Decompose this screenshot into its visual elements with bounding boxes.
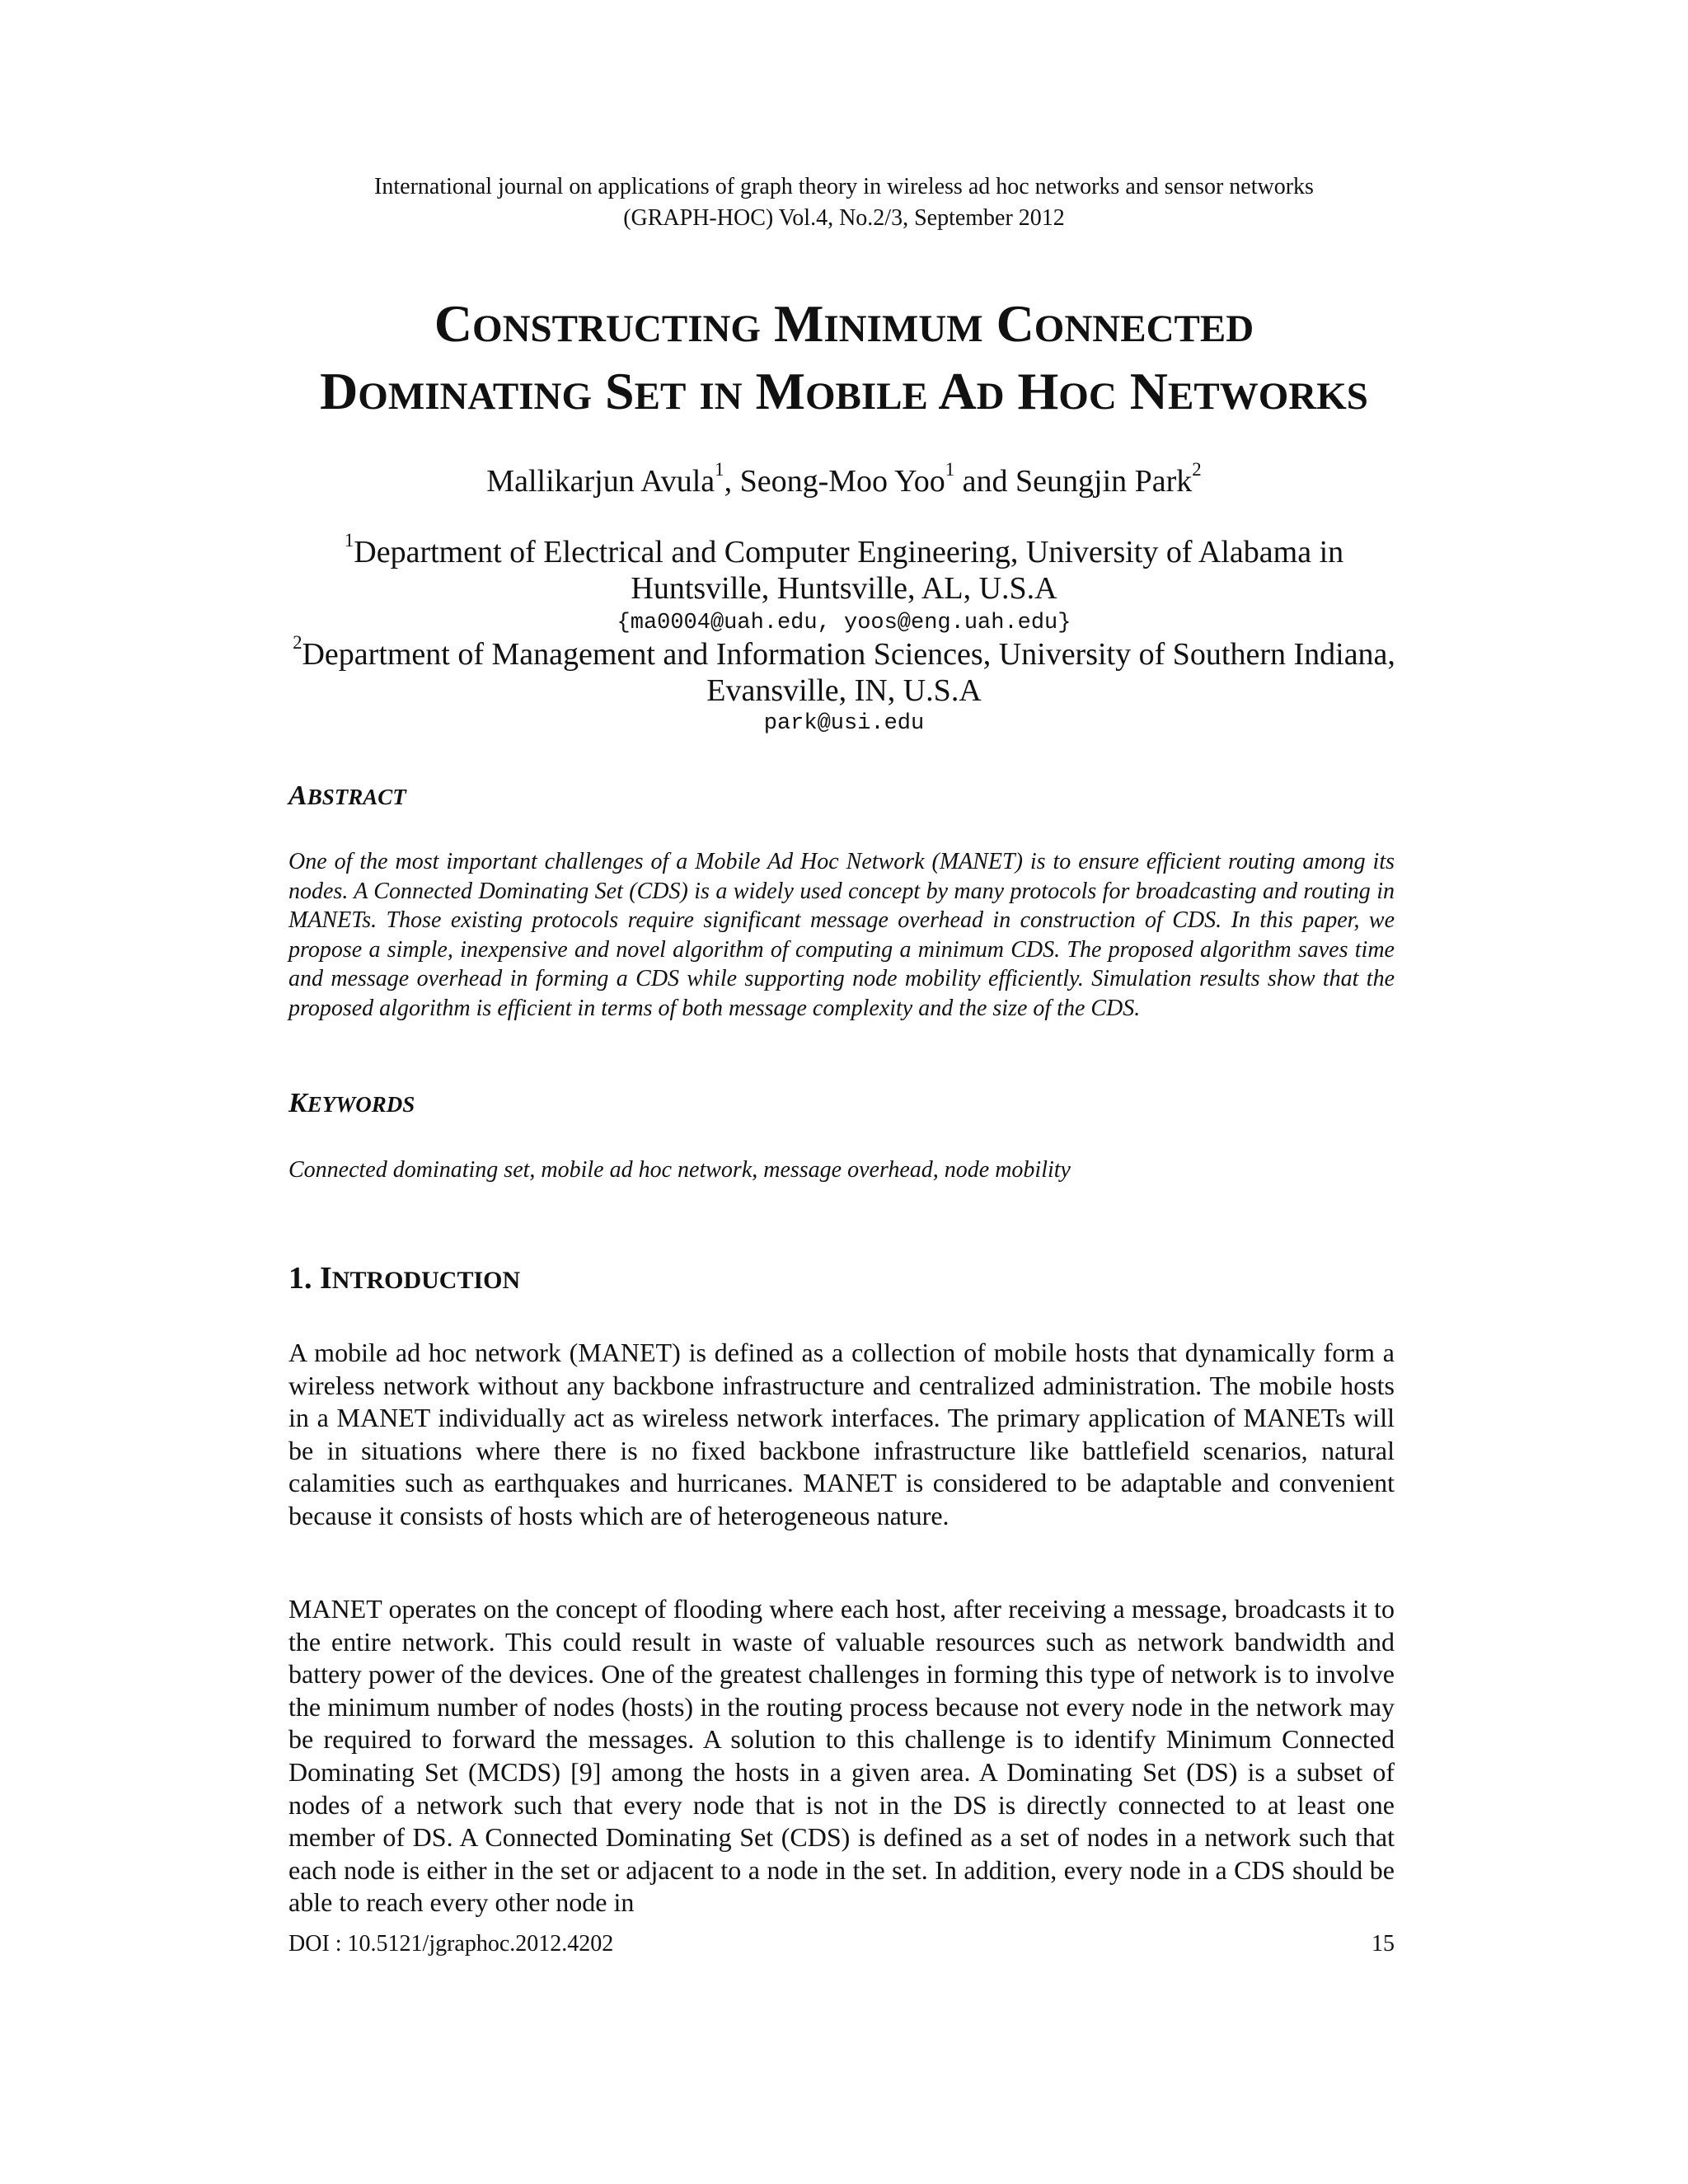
paper-title <box>0 293 1688 428</box>
title-word: SET <box>605 362 687 420</box>
keywords-text: Connected dominating set, mobile ad hoc network, message overhead, node mobility <box>288 1157 1071 1183</box>
abstract-text: One of the most important challenges of a Mobile Ad Hoc Network (MANET) is to ensure efficient routing among its nodes. A Connected Dominating Set (CDS) is a widely used concept by many protocols for broadcasting and routing in MANETs. Those existing protocols require significant message overhead in construction of CDS. In this paper, we propose a simple, inexpensive and novel algorithm of computing a minimum CDS. The proposed algorithm saves time and message overhead in forming a CDS while supporting node mobility efficiently. Simulation results show that the proposed algorithm is efficient in terms of both message complexity and the size of the CDS. <box>288 849 1395 1021</box>
title-word: NETWORKS <box>1129 362 1368 420</box>
author-separator: and <box>954 464 1016 499</box>
title-line-2 <box>0 360 1688 428</box>
page-number: 15 <box>1372 1931 1395 1957</box>
introduction-heading: 1. INTRODUCTION <box>288 1261 521 1296</box>
affiliation-line: Huntsville, Huntsville, AL, U.S.A <box>631 571 1057 606</box>
affiliation-sup: 1 <box>344 529 354 551</box>
affiliation-1 <box>0 529 1688 607</box>
affiliation-2 <box>0 631 1688 709</box>
intro-paragraph-1: A mobile ad hoc network (MANET) is defined as a collection of mobile hosts that dynamically form a wireless network without any backbone infrastructure and centralized administration. The mobile hosts in a MANET individually act as wireless network interfaces. The primary application of MANETs will be in situations where there is no fixed backbone infrastructure like battlefield scenarios, natural calamities such as earthquakes and hurricanes. MANET is considered to be adaptable and convenient because it consists of hosts which are of heterogeneous nature. <box>288 1338 1395 1530</box>
title-word: MOBILE <box>755 362 928 420</box>
title-word: IN <box>699 375 743 418</box>
author-name: Seong-Moo Yoo <box>739 464 945 499</box>
intro-paragraph-2: MANET operates on the concept of flooding where each host, after receiving a message, broadcasts it to the entire network. This could result in waste of valuable resources such as network bandwidth and battery power of the devices. One of the greatest challenges in forming this type of network is to involve the minimum number of nodes (hosts) in the routing process because not every node in the network may be required to forward the messages. A solution to this challenge is to identify Minimum Connected Dominating Set (MCDS) [9] among the hosts in a given area. A Dominating Set (DS) is a subset of nodes of a network such that every node that is not in the DS is directly connected to at least one member of DS. A Connected Dominating Set (CDS) is defined as a set of nodes in a network such that each node is either in the set or adjacent to a node in the set. In addition, every node in a CDS should be able to reach every other node in <box>288 1594 1395 1918</box>
title-word: HOC <box>1017 362 1117 420</box>
abstract-heading: ABSTRACT <box>288 780 406 811</box>
title-line-1 <box>0 293 1688 360</box>
author-affil-sup: 1 <box>715 458 724 480</box>
affiliation-1-email: {ma0004@uah.edu, yoos@eng.uah.edu} <box>617 611 1071 635</box>
journal-header <box>0 171 1688 234</box>
affiliation-sup: 2 <box>293 631 302 653</box>
author-affil-sup: 2 <box>1192 458 1202 480</box>
author-affil-sup: 1 <box>945 458 955 480</box>
keywords-heading: KEYWORDS <box>288 1088 415 1118</box>
title-word: CONNECTED <box>996 294 1254 353</box>
affiliation-line: Department of Management and Information Sciences, University of Southern Indiana, <box>302 637 1395 672</box>
journal-header-line2: (GRAPH-HOC) Vol.4, No.2/3, September 2012 <box>623 205 1065 231</box>
title-word: AD <box>938 362 1005 420</box>
author-separator: , <box>724 464 740 499</box>
affiliation-2-email: park@usi.edu <box>763 711 925 736</box>
title-word: MINIMUM <box>773 294 983 353</box>
journal-header-line1: International journal on applications of graph theory in wireless ad hoc networks and sensor networks <box>374 174 1314 199</box>
title-word: CONSTRUCTING <box>434 294 761 353</box>
affiliation-line: Evansville, IN, U.S.A <box>706 673 982 708</box>
title-word: DOMINATING <box>320 362 593 420</box>
author-name: Mallikarjun Avula <box>486 464 715 499</box>
affiliation-line: Department of Electrical and Computer Engineering, University of Alabama in <box>354 535 1344 569</box>
author-list <box>0 458 1688 501</box>
doi-footer: DOI : 10.5121/jgraphoc.2012.4202 <box>288 1931 614 1957</box>
author-name: Seungjin Park <box>1015 464 1193 499</box>
